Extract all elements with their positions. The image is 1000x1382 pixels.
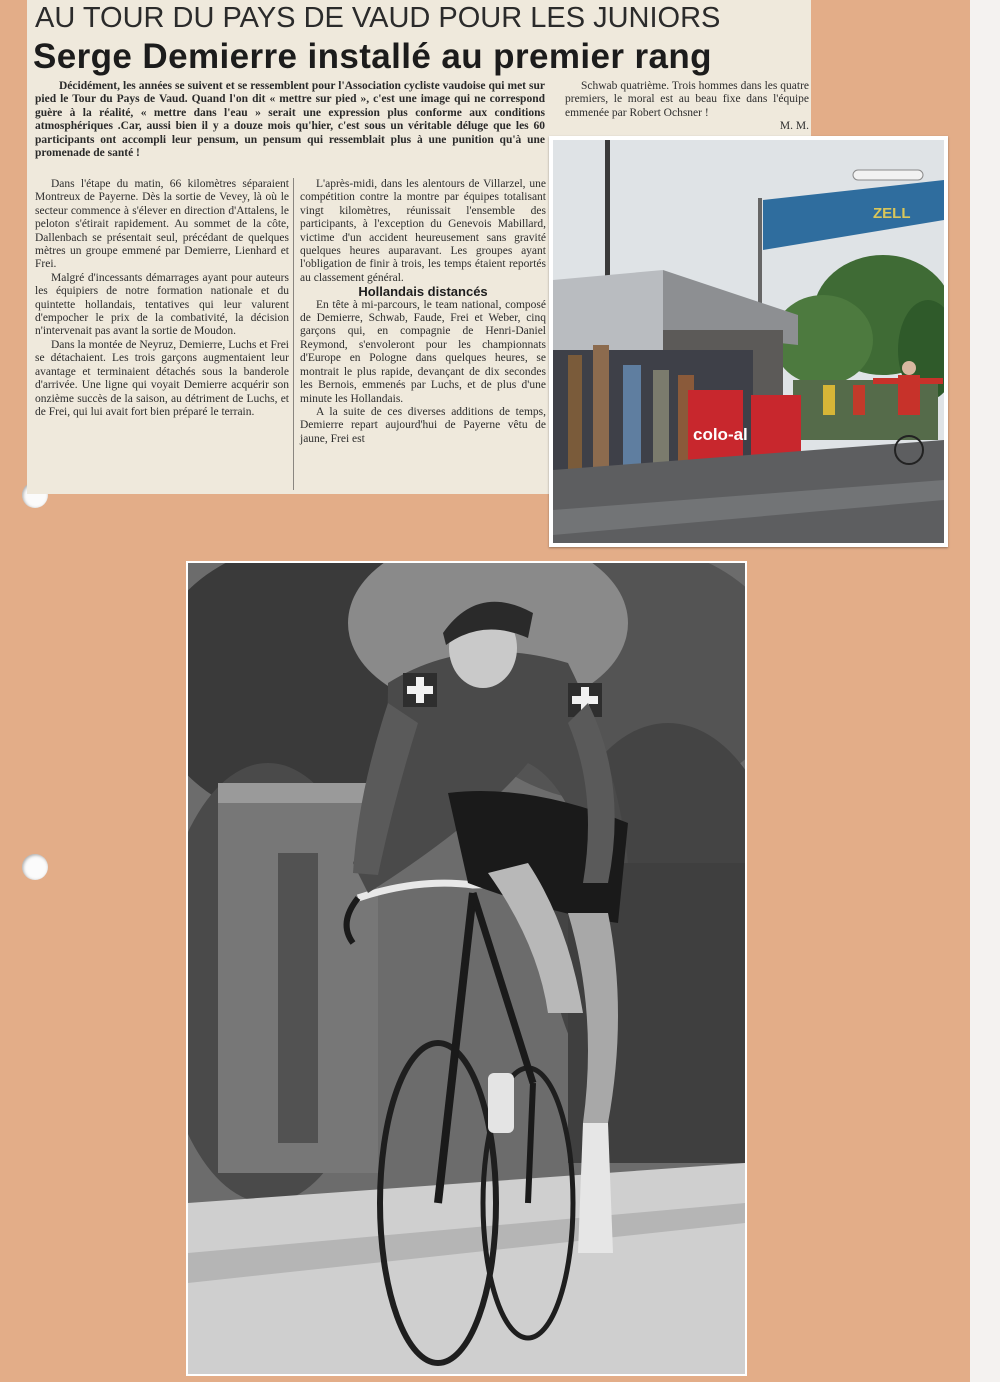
- column-divider: [293, 178, 294, 490]
- article-column-1: [35, 178, 289, 419]
- finish-line-scene: [553, 140, 944, 543]
- article-column-3: [565, 80, 809, 134]
- cyclist-scene: [188, 563, 745, 1374]
- finish-banner-text: ZELL: [873, 205, 911, 222]
- article-paragraph: L'après-midi, dans les alentours de Villarzel, une compétition contre la montre par équipes totalisant vingt kilomètres, réunissait l'ensemble des participants, à l'exception du Genevois Mabillard, victime d'un accident heureusement sans gravité quelques heures auparavant. Les groupes ayant l'obligation de finir à trois, les temps étaient reportés au classement général.: [300, 178, 546, 284]
- article-paragraph: En tête à mi-parcours, le team national, composé de Demierre, Schwab, Faude, Frei et Weber, cinq garçons qui, en compagnie de Henri-Daniel Reymond, s'envoleront pour les championnats d'Europe en Pologne dans quelques heures, se montrait le plus rapide, devançant de dix secondes les Bernois, emmenés par Luchs, et de plus d'une minute les Hollandais.: [300, 298, 546, 405]
- article-column-2: [300, 178, 546, 446]
- binder-hole: [22, 854, 48, 880]
- article-paragraph: A la suite de ces diverses additions de temps, Demierre repart aujourd'hui de Payerne vêtu de jaune, Frei est: [300, 405, 546, 445]
- article-paragraph: Malgré d'incessants démarrages ayant pour auteurs les équipiers de notre formation nationale et du quintette hollandais, tentatives qui leur valurent d'empocher le prix de la combativité, la décision n'intervenait pas avant la sortie de Moudon.: [35, 271, 289, 338]
- article-signature: M. M.: [779, 120, 809, 133]
- article-paragraph: Dans l'étape du matin, 66 kilomètres séparaient Montreux de Payerne. Dès la sortie de Vevey, là où le secteur commence à s'élever en direction d'Attalens, le peloton s'étirait rapidement. Au sommet de la côte, Dallenbach se présentait seul, précédant de quelques mètres un groupe emmené par Demierre, Lienhard et Frei.: [35, 178, 289, 271]
- page-edge: [970, 0, 1000, 1382]
- article-subhead: Hollandais distancés: [358, 284, 488, 300]
- article-kicker: AU TOUR DU PAYS DE VAUD POUR LES JUNIORS: [35, 2, 721, 34]
- article-lead: Décidément, les années se suivent et se ressemblent pour l'Association cycliste vaudoise qui met sur pied le Tour du Pays de Vaud. Quand l'on dit « mettre sur pied », c'est une image qui ne correspond guère à la réalité, « mettre dans l'eau » serait une expression plus conforme aux conditions atmosphériques .Car, aussi bien il y a douze mois qu'hier, c'est sous un véritable déluge que les 60 participants ont accompli leur pensum, un pensum qui ressemblait plus à une punition qu'à une promenade de santé !: [35, 80, 545, 160]
- cyclist-photo: [186, 561, 747, 1376]
- finish-line-photo: [549, 136, 948, 547]
- article-headline: Serge Demierre installé au premier rang: [33, 37, 712, 76]
- barrier-sponsor-text: colo-al: [693, 425, 748, 444]
- article-signature-line: [565, 120, 809, 133]
- article-paragraph: Schwab quatrième. Trois hommes dans les quatre premiers, le moral est au beau fixe dans l'équipe emmenée par Robert Ochsner !: [565, 80, 809, 119]
- article-paragraph: Dans la montée de Neyruz, Demierre, Luchs et Frei se détachaient. Les trois garçons augmentaient leur avantage et terminaient détachés sous la banderole d'arrivée. Une ligne qui voyait Demierre acquérir son onzième succès de la saison, au détriment de Luchs, et de Frei, qui lui avait fort bien préparé le terrain.: [35, 338, 289, 418]
